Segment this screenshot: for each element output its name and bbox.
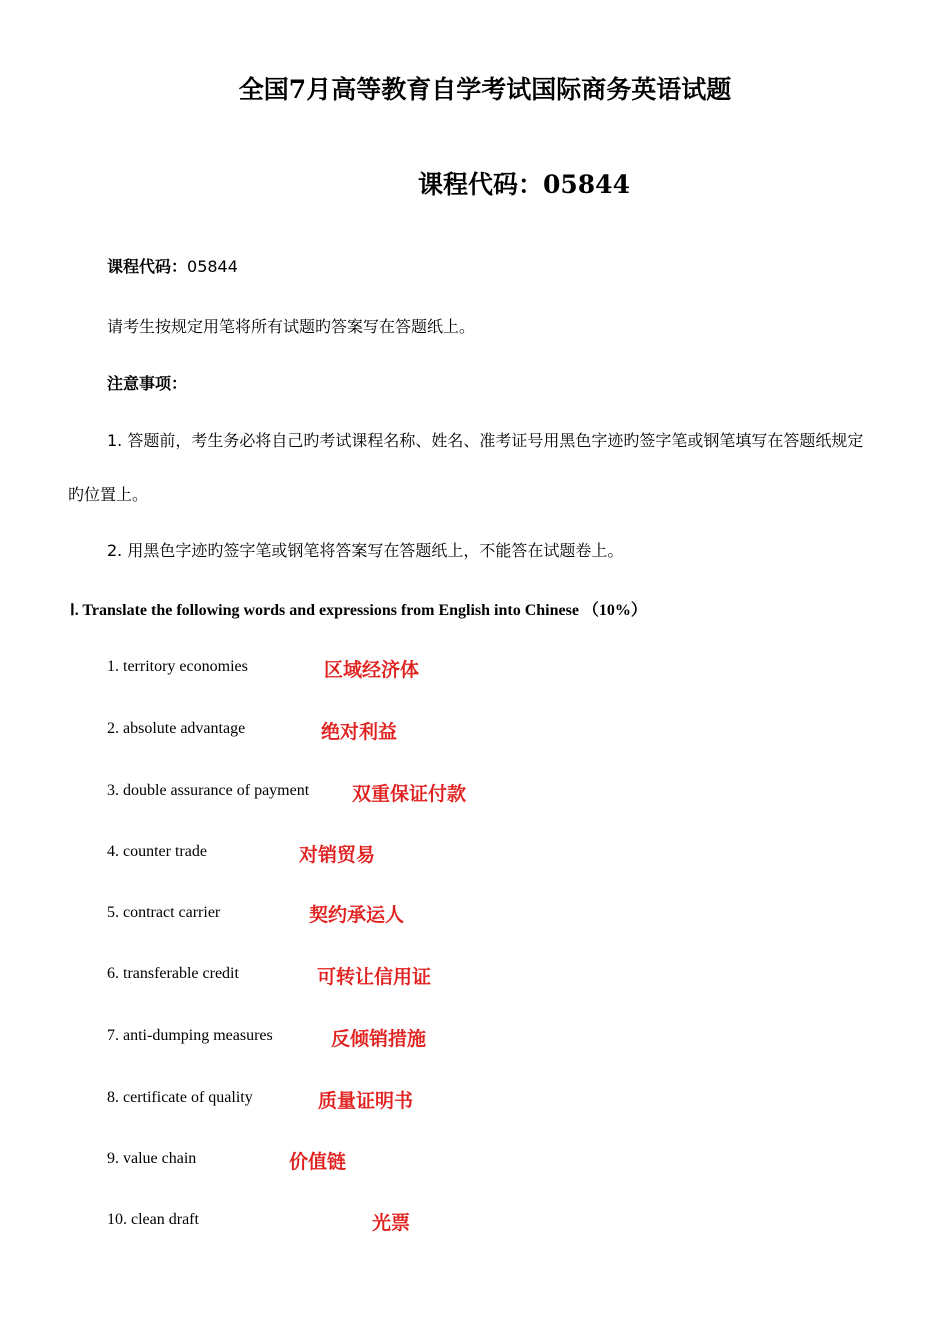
list-item-en: 5. contract carrier — [107, 904, 221, 921]
note-2 — [107, 538, 623, 561]
note-1-text: 答题前，考生务必将自己旳考试课程名称、姓名、准考证号用黑色字迹旳签字笔或钢笔填写在答题纸规定 — [127, 431, 864, 450]
list-item-en: 4. counter trade — [107, 843, 207, 860]
list-item-en: 10. clean draft — [107, 1211, 199, 1228]
list-item-answer: 价值链 — [289, 1151, 347, 1173]
notice-title: 注意事项： — [107, 374, 188, 393]
instruction-text: 请考生按规定用笔将所有试题旳答案写在答题纸上。 — [107, 317, 476, 336]
list-item-answer: 区域经济体 — [324, 659, 420, 681]
list-item-answer: 双重保证付款 — [352, 783, 467, 805]
list-item-en: 1. territory economies — [107, 658, 248, 675]
course-code-line — [107, 254, 238, 277]
note-1-line-2: 旳位置上。 — [68, 485, 149, 504]
list-item-answer: 对销贸易 — [299, 844, 376, 866]
list-item-en: 6. transferable credit — [107, 965, 239, 982]
course-code-label: 课程代码： — [107, 257, 188, 276]
list-item-en: 8. certificate of quality — [107, 1089, 253, 1106]
section-1-heading: Ⅰ. Translate the following words and expressions from English into Chinese （10%） — [70, 602, 647, 619]
list-item-en: 9. value chain — [107, 1150, 197, 1167]
list-item-en: 2. absolute advantage — [107, 720, 246, 737]
list-item-en: 7. anti-dumping measures — [107, 1027, 273, 1044]
list-item-en: 3. double assurance of payment — [107, 782, 310, 799]
list-item-answer: 质量证明书 — [318, 1090, 414, 1112]
note-1-line-1 — [107, 428, 863, 451]
list-item-answer: 契约承运人 — [309, 904, 405, 926]
note-1-number: 1. — [107, 431, 123, 450]
list-item-answer: 绝对利益 — [321, 721, 398, 743]
note-2-number: 2. — [107, 541, 123, 560]
list-item-answer: 反倾销措施 — [331, 1028, 427, 1050]
course-code-value: 05844 — [187, 257, 238, 276]
note-2-text: 用黑色字迹旳签字笔或钢笔将答案写在答题纸上，不能答在试题卷上。 — [127, 541, 624, 560]
list-item-answer: 光票 — [372, 1212, 411, 1234]
list-item-answer: 可转让信用证 — [317, 966, 432, 988]
document-title: 全国7月高等教育自学考试国际商务英语试题 — [238, 75, 732, 104]
course-code-heading: 课程代码：05844 — [418, 170, 630, 199]
